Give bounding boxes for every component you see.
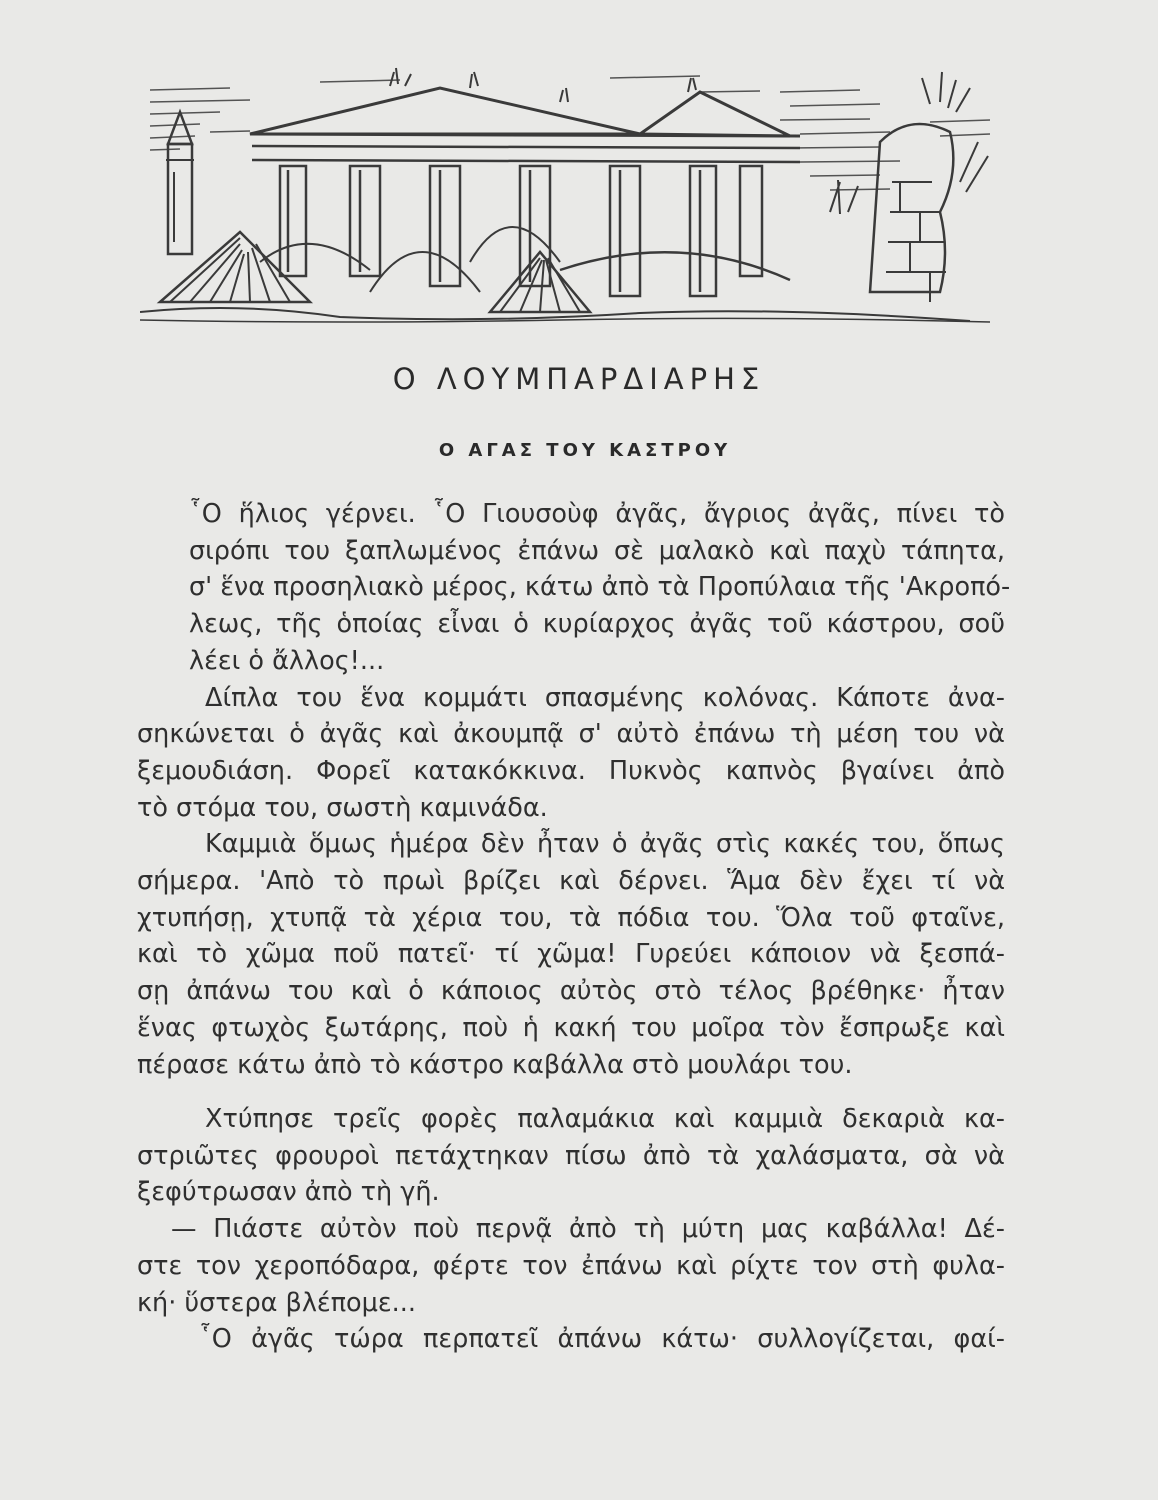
text-line: ἕνας φτωχὸς ξωτάρης, ποὺ ἡ κακή του μοῖρα τὸν ἔσπρωξε καὶ xyxy=(137,1012,1005,1043)
paragraph-4 xyxy=(137,1101,1005,1211)
temple-ruins-engraving xyxy=(140,62,1000,324)
text-line: κή· ὕστερα βλέπομε... xyxy=(137,1287,416,1318)
chapter-title: Ο ΛΟΥΜΠΑΡΔΙΑΡΗΣ xyxy=(392,362,766,396)
text-line: καὶ τὸ χῶμα ποῦ πατεῖ· τί χῶμα! Γυρεύει κάποιον νὰ ξεσπά- xyxy=(137,939,1005,970)
paragraph-2 xyxy=(137,680,1005,827)
paragraph-6 xyxy=(137,1321,1005,1358)
paragraph-5 xyxy=(137,1211,1005,1321)
text-line: στε τον χεροπόδαρα, φέρτε τον ἐπάνω καὶ ρίχτε τον στὴ φυλα- xyxy=(137,1250,1005,1281)
text-line: στριῶτες φρουροὶ πετάχτηκαν πίσω ἀπὸ τὰ χαλάσματα, σὰ νὰ xyxy=(137,1140,1005,1171)
text-line: σήμερα. 'Απὸ τὸ πρωὶ βρίζει καὶ δέρνει. Ἅμα δὲν ἔχει τί νὰ xyxy=(137,866,1005,897)
text-line: Καμμιὰ ὅμως ἡμέρα δὲν ἦταν ὁ ἀγᾶς στὶς κακές του, ὅπως xyxy=(205,829,1005,860)
text-line: σ' ἕνα προσηλιακὸ μέρος, κάτω ἀπὸ τὰ Προπύλαια τῆς 'Ακροπό- xyxy=(189,572,1011,603)
text-line: πέρασε κάτω ἀπὸ τὸ κάστρο καβάλλα στὸ μουλάρι του. xyxy=(137,1049,853,1080)
chapter-subtitle: Ο ΑΓΑΣ ΤΟΥ ΚΑΣΤΡΟΥ xyxy=(438,440,732,461)
text-line: λεως, τῆς ὁποίας εἶναι ὁ κυρίαρχος ἀγᾶς τοῦ κάστρου, σοῦ xyxy=(189,609,1005,640)
text-line: σηκώνεται ὁ ἀγᾶς καὶ ἀκουμπᾷ σ' αὐτὸ ἐπάνω τὴ μέση του νὰ xyxy=(137,719,1005,750)
text-line: χτυπήσῃ, χτυπᾷ τὰ χέρια του, τὰ πόδια του. Ὅλα τοῦ φταῖνε, xyxy=(137,902,1005,933)
text-line: ξεφύτρωσαν ἀπὸ τὴ γῆ. xyxy=(137,1177,440,1208)
text-line: σιρόπι του ξαπλωμένος ἐπάνω σὲ μαλακὸ καὶ παχὺ τάπητα, xyxy=(189,535,1005,566)
text-line: ξεμουδιάση. Φορεῖ κατακόκκινα. Πυκνὸς καπνὸς βγαίνει ἀπὸ xyxy=(137,755,1005,786)
text-line: τὸ στόμα του, σωστὴ καμινάδα. xyxy=(137,792,548,823)
text-line: ῟Ο ἥλιος γέρνει. ῟Ο Γιουσοὺφ ἀγᾶς, ἄγριος ἀγᾶς, πίνει τὸ xyxy=(189,499,1005,529)
text-line: ῟Ο ἀγᾶς τώρα περπατεῖ ἀπάνω κάτω· συλλογίζεται, φαί- xyxy=(199,1324,1005,1355)
body-text-block-1 xyxy=(137,496,1011,1083)
text-line: — Πιάστε αὐτὸν ποὺ περνᾷ ἀπὸ τὴ μύτη μας καβάλλα! Δέ- xyxy=(171,1214,1005,1245)
text-line: Χτύπησε τρεῖς φορὲς παλαμάκια καὶ καμμιὰ δεκαριὰ κα- xyxy=(205,1104,1005,1134)
text-line: Δίπλα του ἕνα κομμάτι σπασμένης κολόνας. Κάποτε ἀνα- xyxy=(205,682,1005,713)
text-line: λέει ὁ ἄλλος!... xyxy=(189,645,385,676)
text-line: σῃ ἀπάνω του καὶ ὁ κάποιος αὐτὸς στὸ τέλος βρέθηκε· ἦταν xyxy=(137,976,1005,1007)
body-text-block-2 xyxy=(137,1101,1005,1358)
paragraph-1 xyxy=(137,496,1011,680)
paragraph-3 xyxy=(137,826,1005,1083)
